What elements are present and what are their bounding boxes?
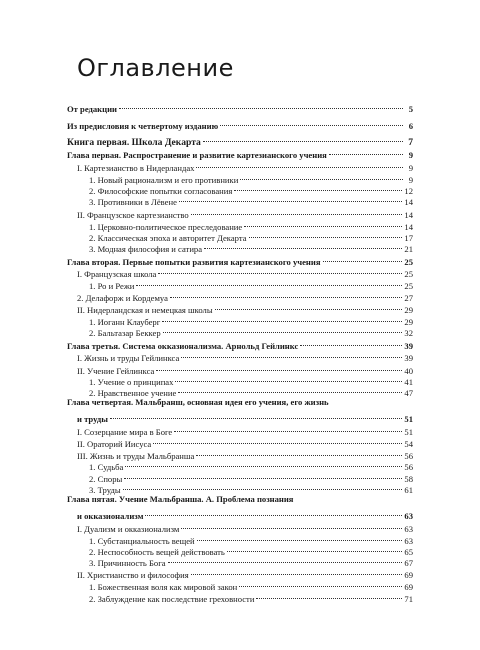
leader-dots xyxy=(118,99,404,112)
toc-entry-label[interactable]: Глава четвертая. Мальбранш, основная идея его учения, его жизнь xyxy=(67,397,329,407)
toc-entry-label: 1. Иоганн Клауберг xyxy=(89,317,161,327)
toc-entry-label[interactable]: Глава пятая. Учение Мальбранша. А. Проблема познания xyxy=(67,494,294,504)
toc-page-number: 47 xyxy=(404,388,413,398)
toc-page-number: 17 xyxy=(404,233,413,243)
toc-page-number: 5 xyxy=(408,104,413,114)
toc-entry-label: 2. Делафорж и Кордемуа xyxy=(77,293,168,303)
toc-page-number: 71 xyxy=(404,594,413,604)
toc-entry[interactable] xyxy=(0,239,480,252)
toc-page-number: 58 xyxy=(404,474,413,484)
toc-entry-label: II. Учение Гейлинкса xyxy=(77,366,155,376)
toc-entry-label: 1. Учение о принципах xyxy=(89,377,174,387)
toc-page-number: 7 xyxy=(408,137,413,148)
toc-entry[interactable] xyxy=(0,348,480,361)
leader-dots xyxy=(203,239,403,252)
toc-entry-label: и окказионализм xyxy=(77,511,144,521)
toc-page-number: 9 xyxy=(408,175,413,185)
toc-page-number: 12 xyxy=(404,186,413,196)
toc-page-number: 61 xyxy=(404,485,413,495)
toc-entry-label: 2. Бальтазар Беккер xyxy=(89,328,161,338)
toc-page-number: 25 xyxy=(404,281,413,291)
toc-entry[interactable] xyxy=(0,192,480,205)
toc-entry-label: II. Ораторий Иисуса xyxy=(77,439,152,449)
toc-entry[interactable] xyxy=(0,480,480,493)
toc-page-number: 54 xyxy=(404,439,413,449)
toc-page-number: 39 xyxy=(404,353,413,363)
toc-entry-label: 3. Труды xyxy=(89,485,121,495)
toc-page-number: 29 xyxy=(404,305,413,315)
toc-entry-label: I. Французская школа xyxy=(77,269,157,279)
toc-entry[interactable] xyxy=(0,589,480,602)
toc-entry-label: Глава первая. Распространение и развитие картезианского учения xyxy=(67,150,327,160)
toc-entry[interactable] xyxy=(0,409,480,422)
toc-entry-label: 2. Заблуждение как последствие греховности xyxy=(89,594,255,604)
toc-entry-label: Глава третья. Система окказионализма. Арнольд Гейлинкс xyxy=(67,341,299,351)
leader-dots xyxy=(177,383,403,396)
page-title: Оглавление xyxy=(77,54,234,82)
toc-entry-label: 3. Противники в Лёвене xyxy=(89,197,177,207)
toc-entry-label: 3. Причинность Бога xyxy=(89,558,166,568)
leader-dots xyxy=(122,480,404,493)
toc-page-number: 51 xyxy=(404,414,413,424)
toc-page-number: 67 xyxy=(404,558,413,568)
leader-dots xyxy=(328,145,404,158)
toc-entry-label: 2. Нравственное учение xyxy=(89,388,177,398)
leader-dots xyxy=(144,506,403,519)
toc-entry-label: Книга первая. Школа Декарта xyxy=(67,137,201,148)
toc-page-number: 29 xyxy=(404,317,413,327)
toc-page-number: 56 xyxy=(404,451,413,461)
toc-page-number: 63 xyxy=(404,524,413,534)
toc-entry-label: 1. Ро и Режи xyxy=(89,281,135,291)
toc-page-number: 39 xyxy=(404,341,413,351)
toc-page-number: 41 xyxy=(404,377,413,387)
toc-entry-label: II. Французское картезианство xyxy=(77,210,189,220)
toc-page-number: 14 xyxy=(404,197,413,207)
toc-page-number: 27 xyxy=(404,293,413,303)
toc-page-number: 9 xyxy=(408,150,413,160)
toc-entry-label: I. Жизнь и труды Гейлинкса xyxy=(77,353,180,363)
toc-entry[interactable] xyxy=(0,323,480,336)
toc-page-number: 25 xyxy=(404,269,413,279)
toc-page-number: 63 xyxy=(404,536,413,546)
toc-entry-label: 1. Субстанциальность вещей xyxy=(89,536,195,546)
toc-entry-label: III. Жизнь и труды Мальбранша xyxy=(77,451,195,461)
toc-entry[interactable] xyxy=(0,383,480,396)
toc-page-number: 69 xyxy=(404,570,413,580)
toc-entry-label: II. Нидерландская и немецкая школы xyxy=(77,305,213,315)
leader-dots xyxy=(180,348,403,361)
leader-dots xyxy=(178,192,404,205)
leader-dots xyxy=(202,132,404,145)
leader-dots xyxy=(109,409,404,422)
toc-page-number: 6 xyxy=(408,121,413,131)
toc-page-number: 40 xyxy=(404,366,413,376)
toc-entry-label: 2. Классическая эпоха и авторитет Декарта xyxy=(89,233,247,243)
toc-entry[interactable] xyxy=(0,99,480,112)
leader-dots xyxy=(162,323,404,336)
toc-entry-label: 1. Божественная воля как мировой закон xyxy=(89,582,238,592)
leader-dots xyxy=(219,116,404,129)
toc-entry-label: и труды xyxy=(77,414,108,424)
toc-page-number: 21 xyxy=(404,244,413,254)
toc-page-number: 14 xyxy=(404,222,413,232)
toc-entry-label: II. Христианство и философия xyxy=(77,570,189,580)
toc-entry[interactable] xyxy=(0,145,480,158)
toc-entry-label: I. Дуализм и окказионализм xyxy=(77,524,180,534)
toc-page-number: 51 xyxy=(404,427,413,437)
toc-entry-label: Из предисловия к четвертому изданию xyxy=(67,121,219,131)
toc-entry[interactable] xyxy=(0,116,480,129)
toc-entry[interactable] xyxy=(0,132,480,148)
toc-entry-label: 2. Философские попытки согласования xyxy=(89,186,233,196)
toc-entry-label: I. Картезианство в Нидерландах xyxy=(77,163,195,173)
toc-entry-label: 1. Новый рационализм и его противники xyxy=(89,175,239,185)
toc-entry-label: 1. Церковно-политическое преследование xyxy=(89,222,243,232)
toc-entry-label: Глава вторая. Первые попытки развития картезианского учения xyxy=(67,257,321,267)
toc-entry-label: 2. Споры xyxy=(89,474,123,484)
toc-page-number: 69 xyxy=(404,582,413,592)
toc-entry[interactable] xyxy=(0,506,480,519)
toc-entry-label: От редакции xyxy=(67,104,117,114)
toc-entry-label: 1. Судьба xyxy=(89,462,124,472)
toc-page-number: 32 xyxy=(404,328,413,338)
toc-page-number: 63 xyxy=(404,511,413,521)
toc-page-number: 65 xyxy=(404,547,413,557)
toc-entry-label: 2. Неспособность вещей действовать xyxy=(89,547,225,557)
toc-entry-label: I. Созерцание мира в Боге xyxy=(77,427,173,437)
toc-entry-label: 3. Модная философия и сатира xyxy=(89,244,203,254)
toc-page-number: 14 xyxy=(404,210,413,220)
toc-page-number: 25 xyxy=(404,257,413,267)
leader-dots xyxy=(255,589,403,602)
toc-page-number: 9 xyxy=(408,163,413,173)
toc-page-number: 56 xyxy=(404,462,413,472)
